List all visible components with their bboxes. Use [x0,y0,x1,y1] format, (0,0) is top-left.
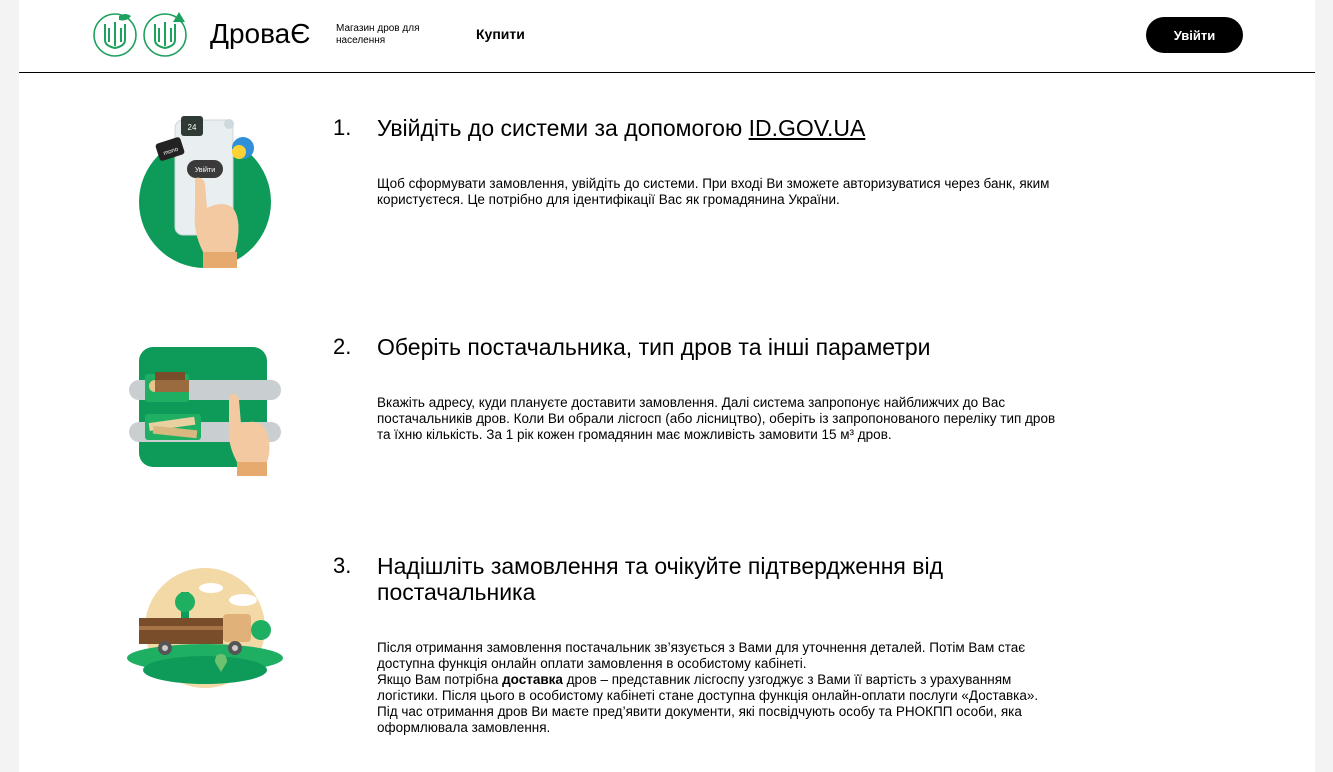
step-3-desc-suffix: дров – представник лісгоспу узгоджує з Вами її вартість з урахуванням логістики. Після цього в особистому кабінеті стане доступна функція онлайн-оплати послуги «Доставка». Під час отримання дров Ви маєте пред’явити документи, які посвідчують особу та РНОКПП особи, яка оформлювала замовлення. [377,672,1039,735]
step-3-title: Надішліть замовлення та очікуйте підтвердження від постачальника [377,553,944,605]
phone-login-text: Увійти [194,167,216,174]
step-3-desc-prefix: Якщо Вам потрібна [377,672,503,687]
trident-logo-icon[interactable] [91,10,139,58]
step-3-number: 3. [333,553,352,578]
brand-tagline: Магазин дров для населення [336,23,420,46]
step-1-description: Щоб сформувати замовлення, увійдіть до системи. При вході Ви зможете авторизуватися через банк, яким користуєтеся. Це потрібно для ідентифікації Вас як громадянина України. [377,176,1050,207]
badge-mono-text: mono [162,146,179,158]
login-phone-illustration [125,112,285,272]
step-3-desc-line-1: Після отримання замовлення постачальник зв’язується з Вами для уточнення деталей. Потім Вам стає доступна функція онлайн оплати замовлення в особистому кабінеті. [377,640,1026,671]
step-2-number: 2. [333,334,352,359]
step-1-title [377,115,1057,141]
brand-name[interactable]: ДроваЄ [210,18,311,49]
delivery-truck-illustration [125,566,285,696]
step-1-number: 1. [333,115,352,140]
id-gov-ua-link[interactable]: ID.GOV.UA [748,115,866,141]
nav-buy-link[interactable]: Купити [476,26,525,42]
header [19,0,1315,73]
step-3-delivery-bold: доставка [502,672,563,687]
step-2-description: Вкажіть адресу, куди плануєте доставити замовлення. Далі система запропонує найближчих до Вас постачальників дров. Коли Ви обрали лісгосп (або лісництво), оберіть із запропонованого переліку тип дров та їхню кількість. За 1 рік кожен громадянин має можливість замовити 15 м³ дров. [377,395,1056,442]
login-button[interactable]: Увійти [1146,17,1243,53]
step-3-description [377,640,1057,736]
step-1-title-text: Увійдіть до системи за допомогою [377,115,749,141]
page [19,0,1315,772]
trident-tree-logo-icon[interactable] [141,10,189,58]
step-2-title: Оберіть постачальника, тип дров та інші параметри [377,334,931,360]
badge-24-text: 24 [187,123,197,132]
step-3-desc-line-2 [377,672,1057,736]
firewood-selection-illustration [125,344,285,480]
